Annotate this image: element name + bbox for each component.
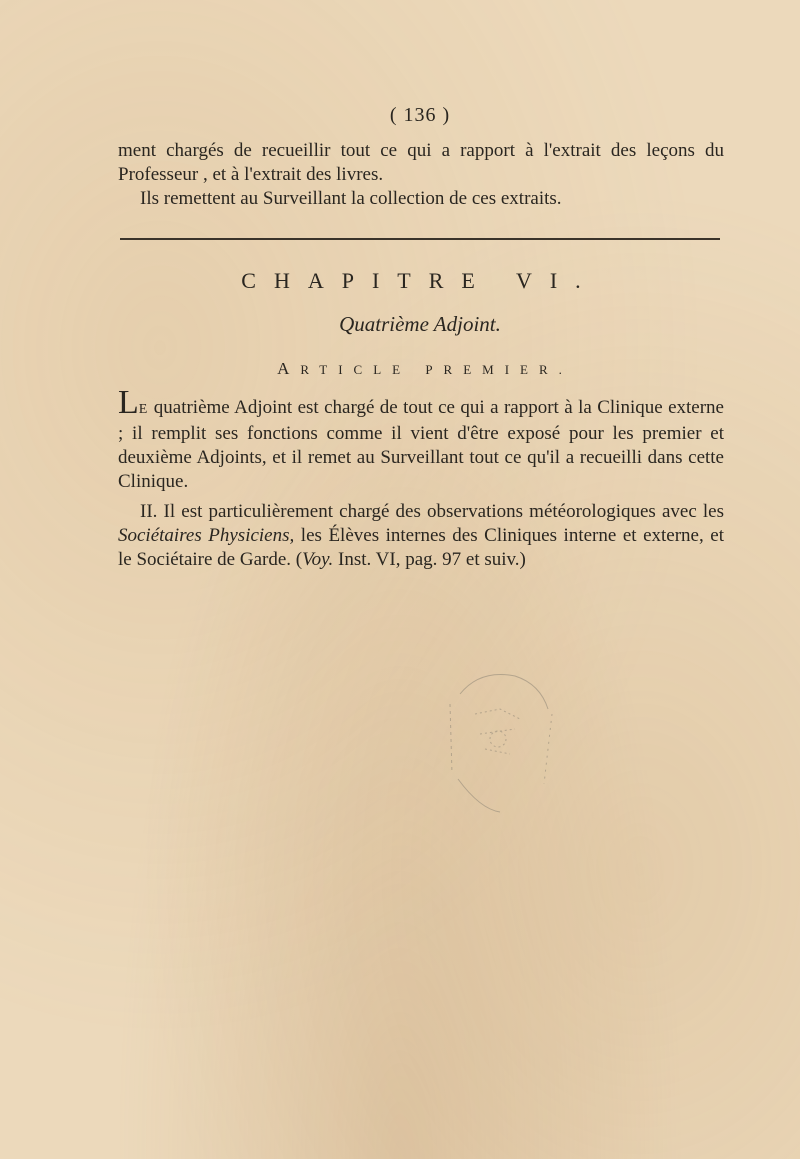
- paragraph-2-part-3: Inst. VI, pag. 97 et suiv.): [333, 549, 526, 570]
- drop-cap-rest: E: [138, 402, 149, 417]
- paragraph-2-italic-1: Sociétaires Physiciens,: [118, 525, 295, 546]
- horizontal-rule: [120, 238, 720, 240]
- article-heading-initial: A: [277, 359, 301, 378]
- faded-library-stamp: [440, 664, 560, 814]
- chapter-subtitle: Quatrième Adjoint.: [339, 312, 501, 336]
- top-paragraph: Ils remettent au Surveillant la collection de ces extraits.: [140, 188, 562, 209]
- article-heading: [0, 359, 800, 379]
- page-number: ( 136 ): [389, 104, 451, 126]
- drop-cap: L: [118, 384, 139, 421]
- top-paragraph-continuation: ment chargés de recueillir tout ce qui a rapport à l'extrait des leçons du Professeur , et à l'extrait des livres.: [118, 140, 724, 185]
- paragraph-2-part-2: les Élèves internes des Cliniques interne et externe, et le Sociétaire de Garde. (: [118, 525, 724, 570]
- paragraph-1-text: quatrième Adjoint est chargé de tout ce qui a rapport à la Clinique externe ; il remplit ses fonctions comme il vient d'être exposé pour les premier et deuxième Adjoints, et il remet au Surveillant tout ce qu'il a recueilli dans cette Clinique.: [118, 397, 724, 492]
- paragraph-2: [118, 500, 724, 572]
- paragraph-1: [118, 384, 724, 494]
- paragraph-2-part-1: II. Il est particulièrement chargé des observations météorologiques avec les: [140, 501, 724, 522]
- paragraph-2-italic-2: Voy.: [302, 549, 334, 570]
- main-text-block: [118, 384, 724, 578]
- top-text-block: [118, 139, 724, 211]
- chapter-title: CHAPITRE VI.: [241, 268, 599, 293]
- article-heading-rest: RTICLE PREMIER.: [300, 362, 573, 377]
